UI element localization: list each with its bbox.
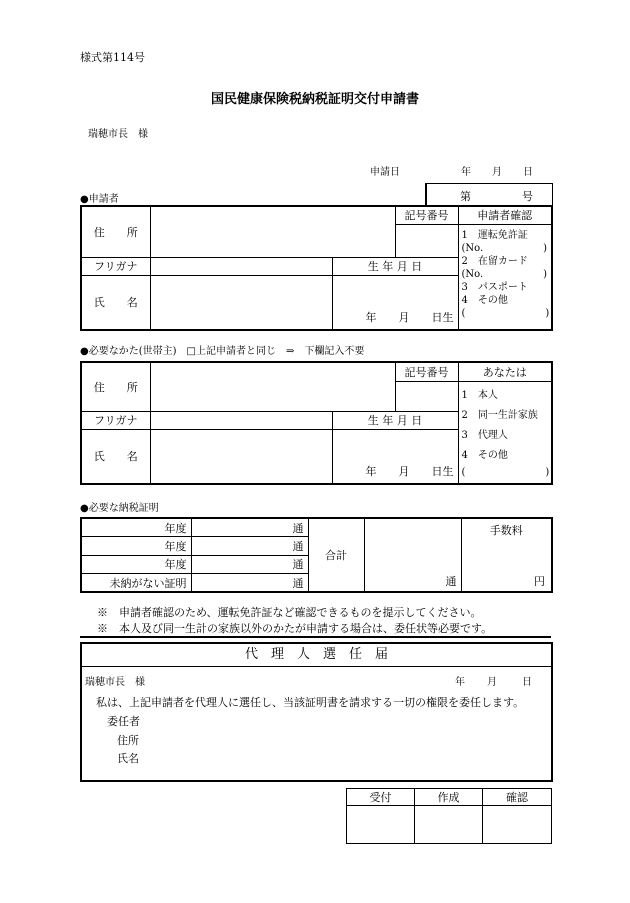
householder-address-label: 住 所 bbox=[81, 362, 150, 411]
tax-cert-table bbox=[80, 517, 553, 593]
relation-item: ( ) bbox=[461, 466, 550, 478]
tax-cert-fee-header: 手数料 bbox=[489, 524, 523, 537]
note-line: ※ 本人及び同一生計の家族以外のかたが申請する場合は、委任状等必要です。 bbox=[97, 622, 493, 635]
householder-record-no-field[interactable] bbox=[395, 381, 458, 411]
applicant-record-no-field[interactable] bbox=[395, 224, 458, 257]
confirm-item: (No. ) bbox=[461, 268, 548, 280]
householder-birth-label: 生 年 月 日 bbox=[332, 411, 458, 429]
relation-item: 1 本人 bbox=[461, 389, 498, 401]
application-date-label: 申請日 bbox=[370, 167, 400, 178]
form-title: 国民健康保険税納税証明交付申請書 bbox=[210, 92, 419, 107]
proxy-statement: 私は、上記申請者を代理人に選任し、当該証明書を請求する一切の権限を委任します。 bbox=[96, 696, 525, 709]
relation-item: 4 その他 bbox=[461, 449, 508, 461]
applicant-address-label: 住 所 bbox=[81, 206, 150, 257]
householder-name-label: 氏 名 bbox=[81, 429, 150, 484]
tax-cert-row-label: 年度 bbox=[81, 518, 191, 537]
tax-cert-row-count[interactable]: 通 bbox=[191, 574, 308, 593]
tax-cert-total-label: 合計 bbox=[308, 518, 364, 592]
tax-cert-section-label: ●必要な納税証明 bbox=[80, 503, 159, 514]
office-receipt-header: 受付 bbox=[347, 789, 415, 806]
date-year: 年 bbox=[461, 167, 471, 178]
date-day: 日 bbox=[523, 167, 533, 178]
tax-cert-fee-unit: 円 bbox=[534, 575, 545, 588]
tax-cert-row-label: 年度 bbox=[81, 537, 191, 556]
householder-furigana-label: フリガナ bbox=[81, 411, 150, 429]
applicant-birth-field[interactable]: 年 月 日生 bbox=[332, 275, 458, 330]
tax-cert-row-count[interactable]: 通 bbox=[191, 518, 308, 537]
proxy-title: 代 理 人 選 任 届 bbox=[82, 644, 551, 667]
applicant-record-no-label: 記号番号 bbox=[395, 206, 458, 224]
applicant-section-label: ●申請者 bbox=[80, 194, 119, 205]
office-use-table bbox=[346, 788, 552, 844]
tax-cert-row-label: 年度 bbox=[81, 555, 191, 574]
applicant-table bbox=[80, 205, 553, 331]
householder-you-header: あなたは bbox=[458, 362, 552, 381]
householder-address-field[interactable] bbox=[150, 362, 395, 411]
proxy-appointment-box bbox=[80, 642, 553, 782]
date-month: 月 bbox=[492, 167, 502, 178]
proxy-name-label: 氏名 bbox=[117, 752, 139, 765]
confirm-item: 2 在留カード bbox=[461, 255, 528, 267]
receipt-number-box[interactable] bbox=[425, 183, 553, 207]
householder-record-no-label: 記号番号 bbox=[395, 362, 458, 381]
note-line: ※ 申請者確認のため、運転免許証など確認できるものを提示してください。 bbox=[97, 606, 482, 619]
addressee: 瑞穂市長 様 bbox=[88, 129, 148, 140]
tax-cert-fee-cell[interactable] bbox=[461, 518, 552, 592]
office-created-header: 作成 bbox=[415, 789, 483, 806]
proxy-delegator-label: 委任者 bbox=[107, 715, 140, 728]
form-number: 様式第114号 bbox=[80, 51, 145, 64]
confirm-item: 3 パスポート bbox=[461, 281, 528, 293]
confirm-item: 1 運転免許証 bbox=[461, 229, 528, 241]
proxy-addressee: 瑞穂市長 様 bbox=[85, 677, 145, 688]
receipt-prefix: 第 bbox=[460, 190, 471, 203]
applicant-confirm-list[interactable] bbox=[458, 224, 552, 330]
tax-cert-row-count[interactable]: 通 bbox=[191, 555, 308, 574]
proxy-year: 年 bbox=[455, 677, 465, 688]
applicant-name-field[interactable] bbox=[150, 275, 332, 330]
applicant-name-label: 氏 名 bbox=[81, 275, 150, 330]
relation-item: 3 代理人 bbox=[461, 429, 508, 441]
applicant-furigana-label: フリガナ bbox=[81, 257, 150, 275]
tax-cert-row-label: 未納がない証明 bbox=[81, 574, 191, 593]
proxy-day: 日 bbox=[522, 677, 532, 688]
receipt-suffix: 号 bbox=[522, 190, 533, 203]
applicant-birth-label: 生 年 月 日 bbox=[332, 257, 458, 275]
section-divider bbox=[80, 636, 551, 638]
applicant-address-field[interactable] bbox=[150, 206, 395, 257]
householder-section-label: ●必要なかた(世帯主) □上記申請者と同じ ⇒ 下欄記入不要 bbox=[80, 346, 365, 357]
office-check-header: 確認 bbox=[483, 789, 552, 806]
applicant-furigana-field[interactable] bbox=[150, 257, 332, 275]
householder-relation-list[interactable] bbox=[458, 381, 552, 484]
householder-name-field[interactable] bbox=[150, 429, 332, 484]
confirm-item: ( ) bbox=[461, 307, 550, 319]
tax-cert-row-count[interactable]: 通 bbox=[191, 537, 308, 556]
householder-birth-field[interactable]: 年 月 日生 bbox=[332, 429, 458, 484]
confirm-item: (No. ) bbox=[461, 242, 548, 254]
office-receipt-stamp[interactable] bbox=[347, 806, 415, 844]
office-check-stamp[interactable] bbox=[483, 806, 552, 844]
confirm-item: 4 その他 bbox=[461, 294, 508, 306]
householder-table bbox=[80, 361, 553, 485]
proxy-month: 月 bbox=[487, 677, 497, 688]
office-created-stamp[interactable] bbox=[415, 806, 483, 844]
relation-item: 2 同一生計家族 bbox=[461, 409, 538, 421]
tax-cert-total-count[interactable]: 通 bbox=[364, 518, 461, 592]
proxy-address-label: 住所 bbox=[117, 734, 139, 747]
applicant-confirm-header: 申請者確認 bbox=[458, 206, 552, 224]
householder-furigana-field[interactable] bbox=[150, 411, 332, 429]
